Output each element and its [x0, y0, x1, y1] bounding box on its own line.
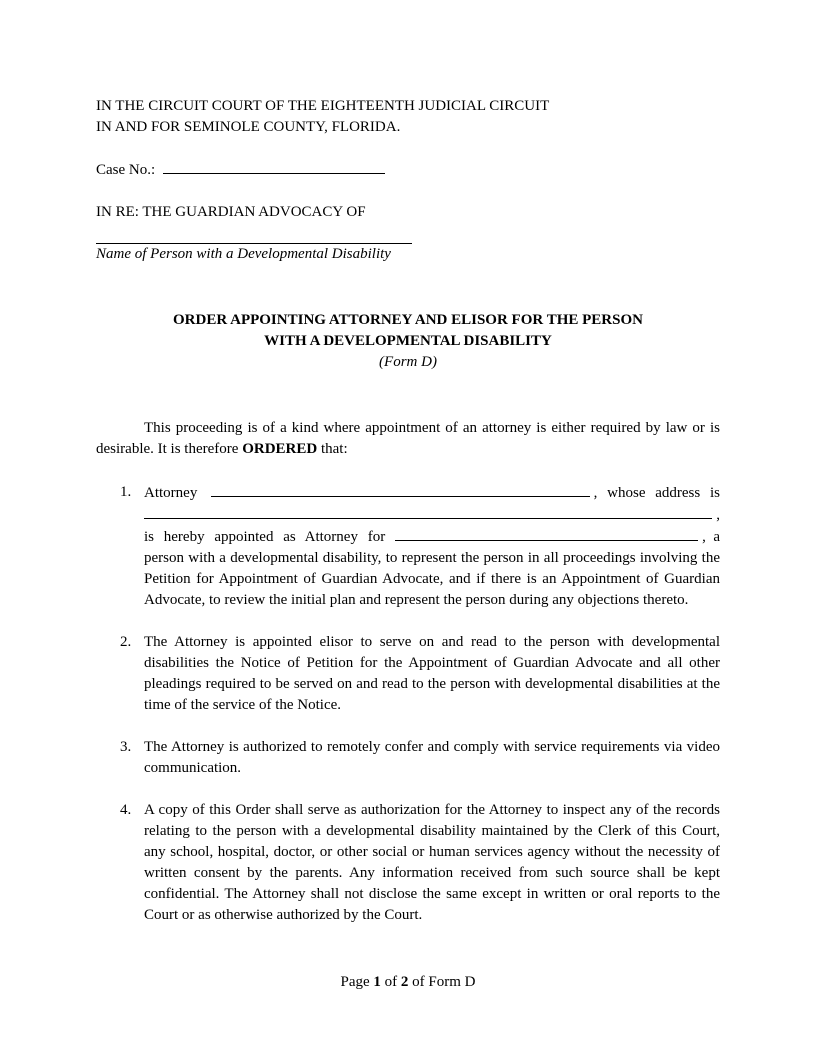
order-item-3 [96, 737, 720, 779]
order-list [96, 482, 720, 926]
court-line-2: IN AND FOR SEMINOLE COUNTY, FLORIDA. [96, 119, 401, 135]
page-footer [0, 972, 816, 993]
document-page [96, 96, 720, 926]
appointed-label: is hereby appointed as Attorney for [144, 529, 386, 545]
page-label: Page [340, 974, 370, 990]
court-caption [96, 96, 720, 138]
order-item-1 [96, 482, 720, 611]
case-number-row [96, 159, 720, 181]
item-1-text: person with a developmental disability, to represent the person in all proceedings involving the Petition for Appointment of Guardian Advocate, and if there is an Appointment of Guardian Advocate, to review the initial plan and represent the person during any objections thereto. [144, 550, 720, 608]
item-number: 4. [120, 802, 132, 818]
order-title [96, 310, 720, 373]
intro-text-end: that: [317, 441, 348, 457]
attorney-name-field[interactable] [211, 482, 589, 497]
order-title-line-1: ORDER APPOINTING ATTORNEY AND ELISOR FOR THE PERSON [173, 312, 643, 328]
item-number: 3. [120, 739, 132, 755]
person-for-field[interactable] [395, 526, 698, 541]
intro-text: This proceeding is of a kind where appointment of an attorney is either required by law or is desirable. It is therefore [96, 420, 720, 457]
address-comma: , [716, 507, 720, 523]
case-number-field[interactable] [163, 159, 385, 174]
case-number-label: Case No.: [96, 162, 156, 178]
item-2-text: The Attorney is appointed elisor to serve on and read to the person with developmental disabilities the Notice of Petition for the Appointment of Guardian Advocate and all other pleadings required to be served on and read to the person with developmental disabilities at the time of the service of the Notice. [144, 634, 720, 713]
item-4-text: A copy of this Order shall serve as authorization for the Attorney to inspect any of the records relating to the person with a developmental disability maintained by the Clerk of this Court, any school, hospital, doctor, or other social or human services agency without the necessity of written consent by the parents. Any information received from such source shall be kept confidential. The Attorney shall not disclose the same except in written or oral reports to the Court or as otherwise authorized by the Court. [144, 802, 720, 923]
item-number: 1. [120, 484, 132, 500]
person-name-caption: Name of Person with a Developmental Disability [96, 246, 391, 262]
form-footer-label: of Form D [412, 974, 476, 990]
ordered-word: ORDERED [242, 441, 318, 457]
appointed-comma: , a [702, 529, 720, 545]
attorney-label: Attorney [144, 485, 198, 501]
page-number: 1 [373, 974, 381, 990]
item-number: 2. [120, 634, 132, 650]
court-line-1: IN THE CIRCUIT COURT OF THE EIGHTEENTH JUDICIAL CIRCUIT [96, 98, 550, 114]
intro-paragraph [96, 418, 720, 460]
item-3-text: The Attorney is authorized to remotely confer and comply with service requirements via video communication. [144, 739, 720, 776]
form-label: (Form D) [379, 354, 437, 370]
in-re-heading: IN RE: THE GUARDIAN ADVOCACY OF [96, 204, 366, 220]
address-row [144, 504, 720, 526]
attorney-address-field[interactable] [144, 504, 712, 519]
of-label: of [384, 974, 398, 990]
order-title-line-2: WITH A DEVELOPMENTAL DISABILITY [264, 333, 552, 349]
order-item-2 [96, 632, 720, 716]
page-total: 2 [400, 974, 409, 990]
attorney-row [144, 482, 720, 504]
appointed-row [144, 526, 720, 548]
address-label: , whose address is [593, 485, 720, 501]
in-re-block [96, 202, 720, 265]
order-item-4 [96, 800, 720, 926]
person-name-field[interactable] [96, 223, 412, 244]
